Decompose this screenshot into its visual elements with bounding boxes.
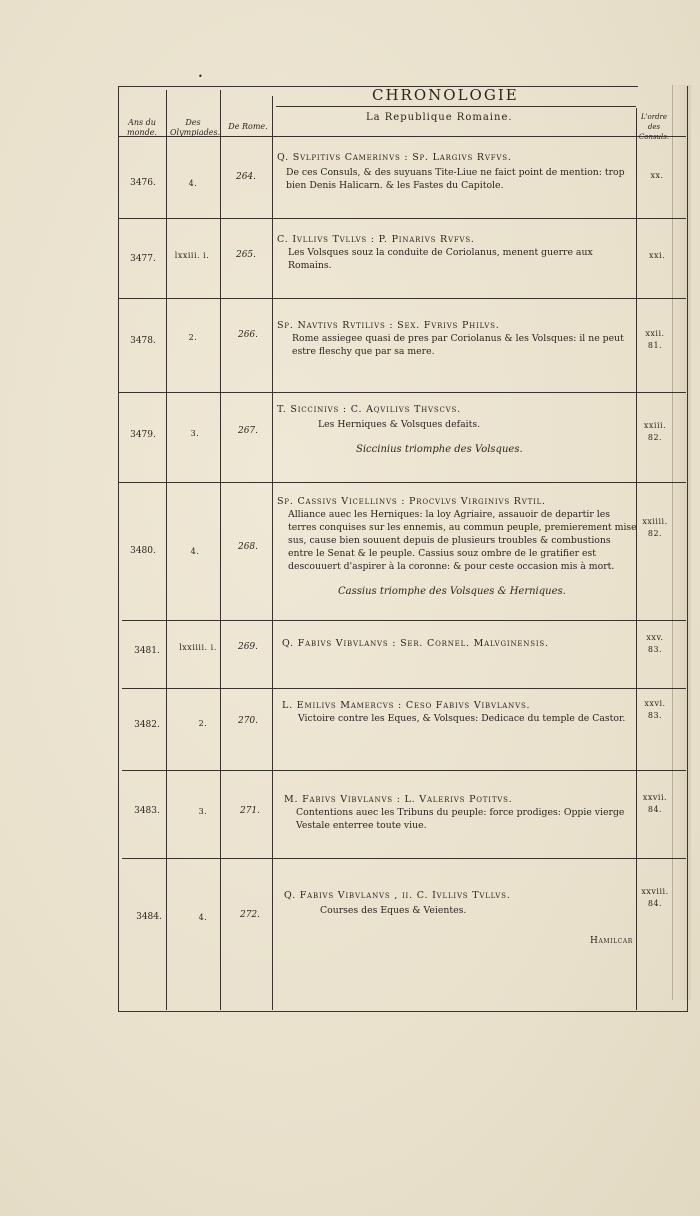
row-note: Victoire contre les Eques, & Volsques: Dedicace du temple de Castor.: [298, 713, 626, 724]
row-olympiad: 4.: [198, 913, 208, 922]
catchword: Hamilcar: [590, 936, 633, 946]
row-consul-order: xxiiii. 82.: [642, 517, 668, 538]
row-consuls: L. Emilivs Mamercvs : Ceso Fabivs Vibvlanvs.: [282, 700, 531, 711]
row-consul-order: xxiii. 82.: [643, 421, 667, 442]
row-consul-order: xxi.: [648, 251, 666, 260]
row-consuls: Q. Fabivs Vibvlanvs : Ser. Cornel. Malvginensis.: [282, 638, 549, 649]
row-year: 3477.: [130, 254, 156, 264]
row-olympiad: 4.: [190, 547, 200, 556]
row-consuls: Sp. Navtivs Rvtilivs : Sex. Fvrivs Philvs.: [277, 320, 500, 331]
row-note: Courses des Eques & Veientes.: [320, 905, 467, 916]
row-consul-order: xxv. 83.: [646, 633, 664, 654]
row-rome-year: 270.: [237, 716, 259, 726]
row-consuls: Q. Fabivs Vibvlanvs , ii. C. Ivllivs Tvllvs.: [284, 890, 511, 901]
row-rome-year: 266.: [237, 330, 259, 340]
row-consul-order: xx.: [650, 171, 664, 180]
row-rule: [118, 218, 686, 219]
row-olympiad: 4.: [188, 179, 198, 188]
row-rule: [118, 482, 686, 483]
row-rome-year: 271.: [239, 806, 261, 816]
row-year: 3483.: [134, 806, 160, 816]
row-year: 3480.: [130, 546, 156, 556]
row-consuls: Sp. Cassivs Vicellinvs : Procvlvs Virginivs Rvtil.: [277, 496, 546, 507]
row-rome-year: 264.: [235, 172, 257, 182]
row-note: Les Volsques souz la conduite de Coriolanus, menent guerre aux Romains.: [288, 247, 593, 271]
page-title: CHRONOLOGIE: [372, 86, 519, 104]
row-year: 3481.: [134, 646, 160, 656]
header-year: Ans du monde.: [127, 118, 157, 137]
row-rule: [122, 858, 686, 859]
row-note: Alliance auec les Herniques: la loy Agriaire, assauoir de departir les terres conquises sur les ennemis, au commun peuple, premierement mise sus, cause bien souuent depuis de plusieurs troubles & combustions entre le Senat & le peuple. Cassius souz ombre de le gratifier est descouuert d'aspirer à la coronne: & pour ceste occasion mis à mort.: [288, 509, 637, 572]
row-consul-order: xxviii. 84.: [641, 887, 669, 908]
row-olympiad: 3.: [198, 807, 208, 816]
column-rule: [220, 90, 221, 1010]
header-republic: La Republique Romaine.: [366, 112, 513, 123]
row-consul-order: xxvi. 83.: [644, 699, 666, 720]
header-consul-order: L'ordre des Consuls.: [638, 113, 670, 141]
row-consuls: T. Siccinivs : C. Aqvilivs Thvscvs.: [277, 404, 461, 415]
row-year: 3484.: [136, 912, 162, 922]
row-rome-year: 272.: [239, 910, 261, 920]
row-consul-order: xxii. 81.: [645, 329, 665, 350]
row-olympiad: lxxiii. i.: [174, 251, 210, 260]
row-consuls: C. Ivllivs Tvllvs : P. Pinarivs Rvfvs.: [277, 234, 475, 245]
row-rule: [122, 688, 686, 689]
row-rule: [118, 392, 686, 393]
row-consuls: Q. Svlpitivs Camerinvs : Sp. Largivs Rvfvs.: [277, 152, 512, 163]
row-note: De ces Consuls, & des suyuans Tite-Liue ne faict point de mention: trop bien Denis Halicarn. & les Fastes du Capitole.: [286, 167, 625, 191]
header-rule: [276, 106, 636, 107]
row-rule: [118, 298, 686, 299]
row-year: 3479.: [130, 430, 156, 440]
row-year: 3478.: [130, 336, 156, 346]
printer-mark: •: [198, 72, 203, 81]
row-olympiad: lxxiiii. i.: [179, 643, 217, 652]
row-consuls: M. Fabivs Vibvlanvs : L. Valerivs Potitvs.: [284, 794, 513, 805]
row-olympiad: 3.: [190, 429, 200, 438]
row-olympiad: 2.: [188, 333, 198, 342]
row-note: Contentions auec les Tribuns du peuple: force prodiges: Oppie vierge Vestale enterree toute viue.: [296, 807, 625, 831]
row-triumph: Siccinius triomphe des Volsques.: [356, 444, 523, 455]
row-year: 3482.: [134, 720, 160, 730]
row-note: Rome assiegee quasi de pres par Coriolanus & les Volsques: il ne peut estre fleschy que par sa mere.: [292, 333, 624, 357]
row-rome-year: 268.: [237, 542, 259, 552]
row-rule: [122, 620, 686, 621]
row-rome-year: 269.: [237, 642, 259, 652]
header-olympiads: Des Olympiades.: [170, 118, 221, 137]
row-triumph: Cassius triomphe des Volsques & Herniques.: [338, 586, 566, 597]
column-rule: [272, 96, 273, 1010]
row-rule: [122, 770, 686, 771]
row-note: Les Herniques & Volsques defaits.: [318, 419, 481, 430]
row-rome-year: 265.: [235, 250, 257, 260]
row-rome-year: 267.: [237, 426, 259, 436]
row-olympiad: 2.: [198, 719, 208, 728]
header-rome: De Rome.: [228, 122, 268, 131]
row-consul-order: xxvii. 84.: [642, 793, 668, 814]
row-rule: [118, 136, 686, 137]
row-year: 3476.: [130, 178, 156, 188]
